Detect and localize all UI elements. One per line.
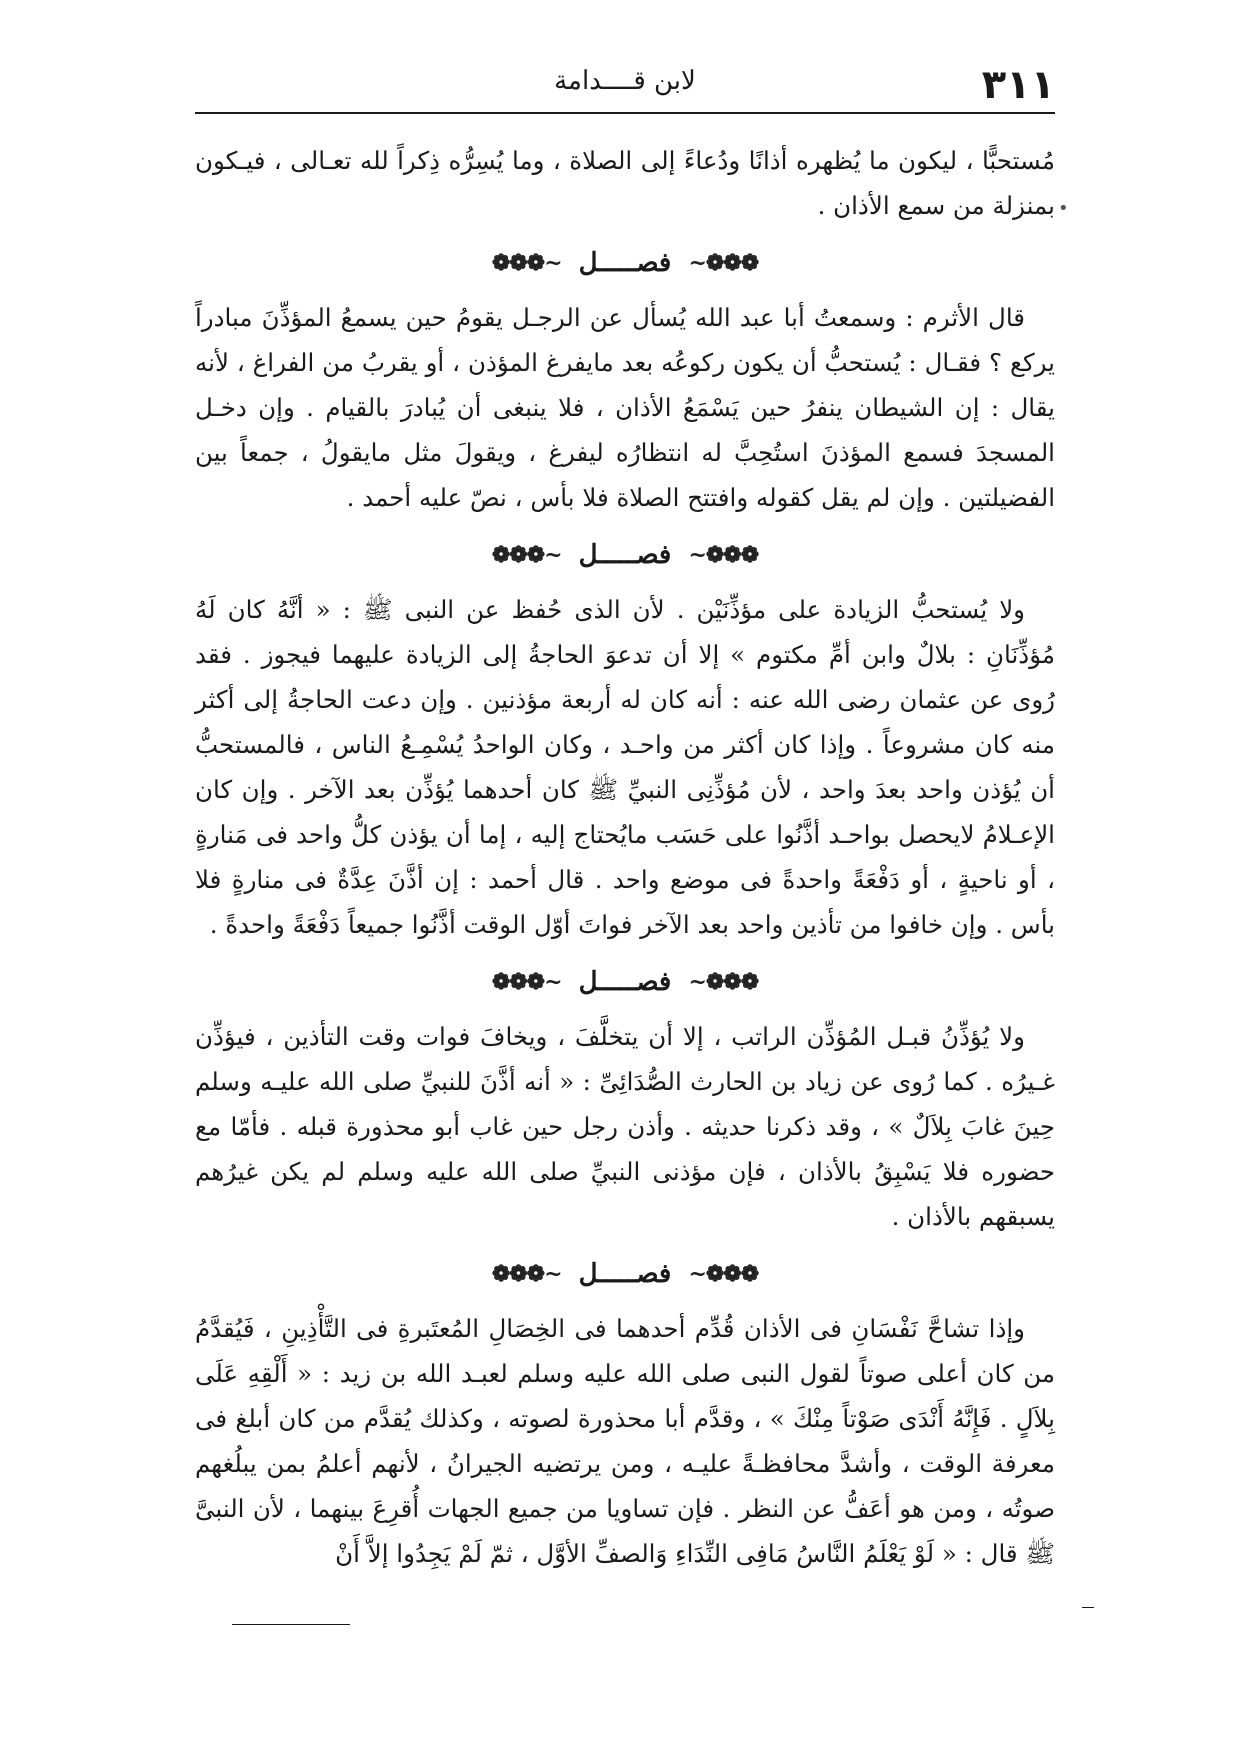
section-heading-label: فصـــــل [578,540,672,570]
section-heading-label: فصـــــل [578,967,672,997]
section-heading-label: فصـــــل [578,248,672,278]
section-heading [195,961,1055,1002]
section-paragraph: ولا يُستحبُّ الزيادة على مؤذِّنَيْن . لأن الذى حُفظ عن النبى ﷺ : « أنَّهُ كان لَهُ مُؤذِّنَانِ : بلالٌ وابن أمِّ مكتوم » إلا أن تدعوَ الحاجةُ إلى الزيادة عليهما فيجوز . فقد رُوى عن عثمان رضى الله عنه : أنه كان له أربعة مؤذنين . وإن دعت الحاجةُ إلى أكثر منه كان مشروعاً . وإذا كان أكثر من واحـد ، وكان الواحدُ يُسْمِـعُ الناس ، فالمستحبُّ أن يُؤذن واحد بعدَ واحد ، لأن مُؤذِّنِى النبيِّ ﷺ كان أحدهما يُؤذِّن بعد الآخر . وإن كان الإعـلامُ لايحصل بواحـد أذَّنُوا على حَسَب مايُحتاج إليه ، إما أن يؤذن كلُّ واحد فى مَنارةٍ ، أو ناحيةٍ ، أو دَفْعَةً واحدةً فى موضع واحد . قال أحمد : إن أذَّنَ عِدَّةٌ فى منارةٍ فلا بأس . وإن خافوا من تأذين واحد بعد الآخر فواتَ أوّل الوقت أذَّنُوا جميعاً دَفْعَةً واحدةً . [195,595,1055,939]
page-header [195,58,1055,118]
ornament-left-icon: ~❁❁❁ [491,542,562,568]
section-heading-label: فصـــــل [578,1259,672,1289]
ornament-left-icon: ~❁❁❁ [491,1261,562,1287]
section-heading [195,1253,1055,1294]
section-paragraph: ولا يُؤذِّنُ قبـل المُؤذِّن الراتب ، إلا أن يتخلَّفَ ، ويخافَ فوات وقت التأذين ، فيؤذِّن غـيرُه . كما رُوى عن زياد بن الحارث الصُّدَائِىِّ : « أنه أذَّنَ للنبيِّ صلى الله عليـه وسلم حِينَ غابَ بِلاَلٌ » ، وقد ذكرنا حديثه . وأذن رجل حين غاب أبو محذورة قبله . فأمّا مع حضوره فلا يَسْبِقُ بالأذان ، فإن مؤذنى النبيِّ صلى الله عليه وسلم لم يكن غيرُهم يسبقهم بالأذان . [195,1022,1055,1231]
running-title: لابن قــــدامة [554,66,696,96]
ornament-right-icon: ❁❁❁~ [688,250,759,276]
ornament-left-icon: ~❁❁❁ [491,250,562,276]
section-paragraph: وإذا تشاحَّ نَفْسَانِ فى الأذان قُدِّم أحدهما فى الخِصَالِ المُعتَبرةِ فى التَّأْذِينِ ، فَيُقدَّمُ من كان أعلى صوتاً لقول النبى صلى الله عليه وسلم لعبـد الله بن زيد : « أَلْقِهِ عَلَى بِلاَلٍ . فَإِنَّهُ أَنْدَى صَوْتاً مِنْكَ » ، وقدَّم أبا محذورة لصوته ، وكذلك يُقدَّم من كان أبلغ فى معرفة الوقت ، وأشدَّ محافظـةً عليـه ، ومن يرتضيه الجيرانُ ، لأنهم أعلمُ بمن يبلُغهم صوتُه ، ومن هو أعَفُّ عن النظر . فإن تساويا من جميع الجهات أُقرِعَ بينهما ، لأن النبىَّ ﷺ قال : « لَوْ يَعْلَمُ النَّاسُ مَافِى النِّدَاءِ وَالصفِّ الأوَّل ، ثمّ لَمْ يَجِدُوا إلاَّ أَنْ [195,1314,1055,1568]
ornament-left-icon: ~❁❁❁ [491,969,562,995]
section-paragraph: قال الأثرم : وسمعتُ أبا عبد الله يُسأل عن الرجـل يقومُ حين يسمعُ المؤذِّنَ مبادراً يركع ؟ فقـال : يُستحبُّ أن يكون ركوعُه بعد مايفرغ المؤذن ، أو يقربُ من الفراغ ، لأنه يقال : إن الشيطان ينفرُ حين يَسْمَعُ الأذان ، فلا ينبغى أن يُبادرَ بالقيام . وإن دخـل المسجدَ فسمع المؤذنَ استُحِبَّ له انتظارُه ليفرغ ، ويقولَ مثل مايقولُ ، جمعاً بين الفضيلتين . وإن لم يقل كقوله وافتتح الصلاة فلا بأس ، نصّ عليه أحمد . [195,303,1055,512]
footnote-rule [232,1624,350,1625]
header-rule [195,112,1055,114]
corner-dash-mark [1082,1607,1094,1608]
opening-paragraph: مُستحبًّا ، ليكون ما يُظهره أذانًا ودُعاءً إلى الصلاة ، وما يُسِرُّه ذِكراً لله تعـالى ، فيـكون بمنزلة من سمع الأذان . [195,146,1055,220]
ornament-right-icon: ❁❁❁~ [688,969,759,995]
margin-dot-mark: • [1058,198,1069,219]
ornament-right-icon: ❁❁❁~ [688,1261,759,1287]
page-number: ٣١١ [981,62,1055,108]
ornament-right-icon: ❁❁❁~ [688,542,759,568]
section-heading [195,534,1055,575]
body-text [195,138,1055,1576]
section-heading [195,242,1055,283]
